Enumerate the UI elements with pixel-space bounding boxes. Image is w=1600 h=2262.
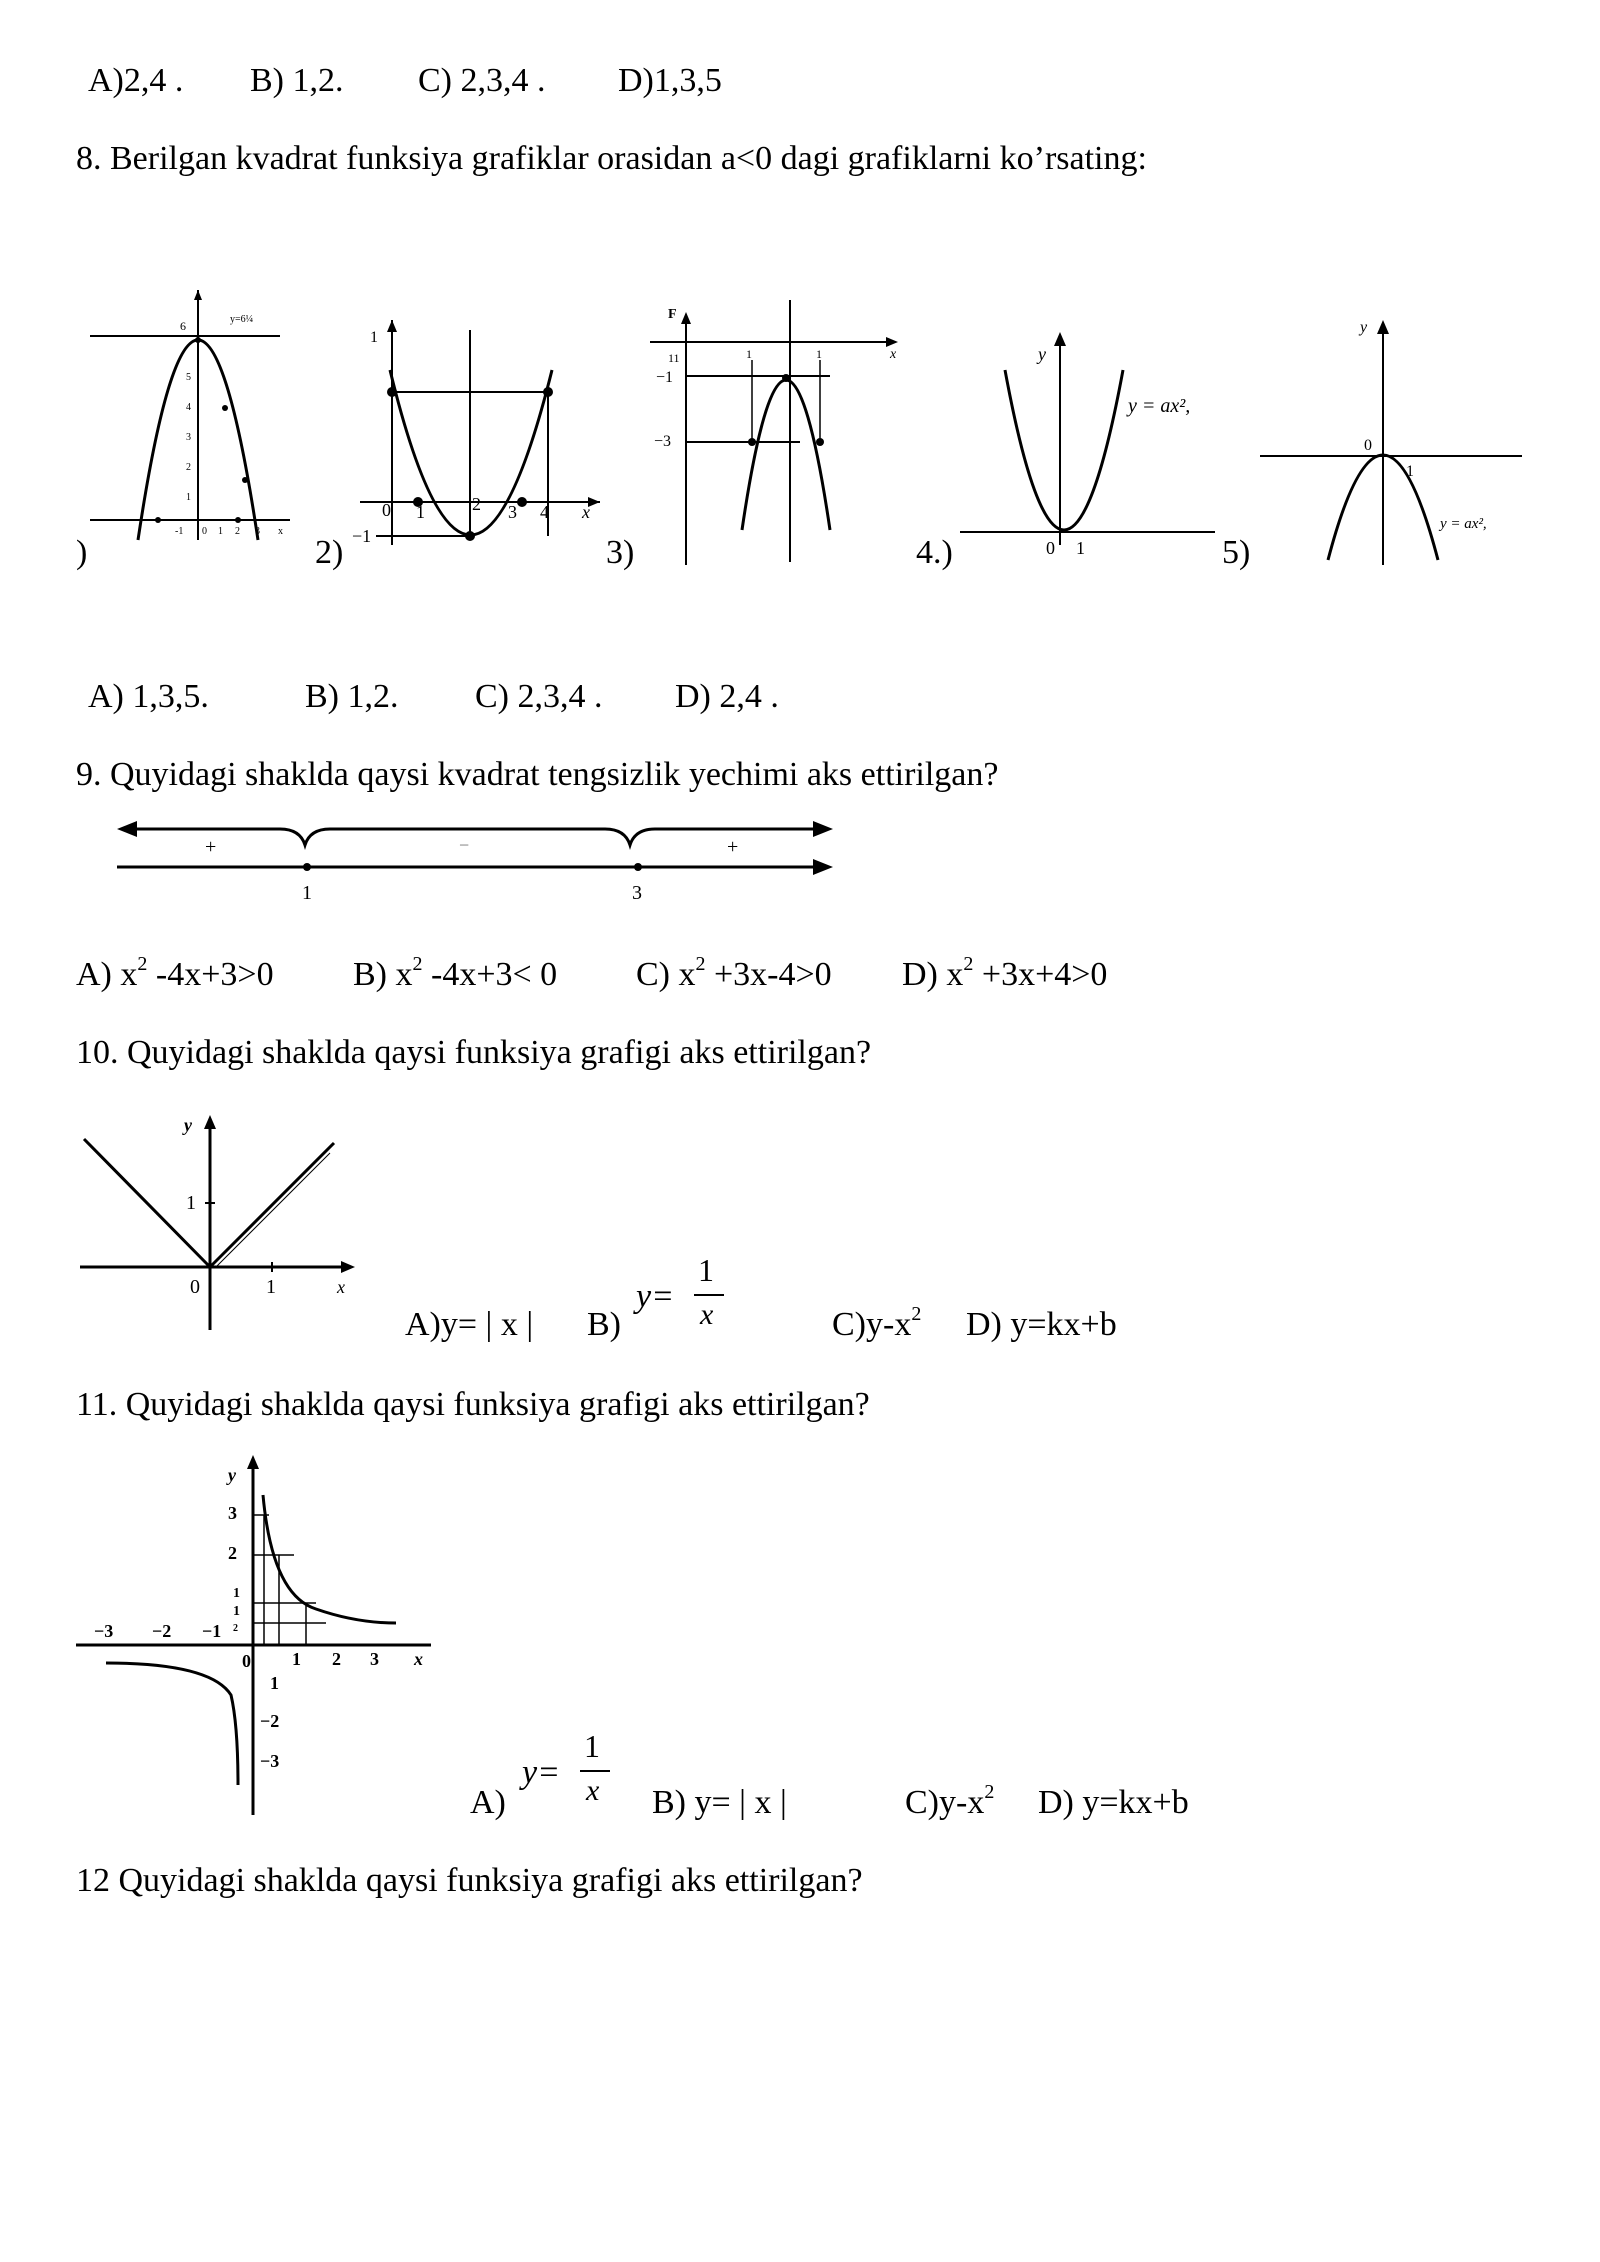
q9-sign-3: + [727, 836, 739, 858]
svg-text:1: 1 [370, 329, 378, 346]
svg-text:2: 2 [332, 1649, 341, 1669]
svg-text:y: y [1360, 319, 1368, 336]
svg-text:−1: −1 [352, 526, 372, 546]
q10-y-label: y [184, 1115, 192, 1135]
q11-option-b: B) y= | x | [652, 1784, 787, 1821]
q7-option-c: C) 2,3,4 . [418, 62, 546, 99]
svg-text:3: 3 [186, 432, 191, 443]
q11-graph [76, 1455, 456, 1815]
q8-graph-label-1: ) [76, 534, 88, 571]
q8-graph-5 [1260, 310, 1530, 570]
q9-sign-2: − [459, 835, 470, 855]
q11-option-a-label: A) [470, 1784, 506, 1821]
svg-text:1: 1 [270, 1673, 279, 1693]
q10-option-d: D) y=kx+b [966, 1306, 1117, 1343]
q8-option-b: B) 1,2. [305, 678, 399, 715]
svg-text:0: 0 [382, 500, 391, 520]
svg-text:−1: −1 [656, 369, 674, 386]
svg-text:1: 1 [746, 347, 752, 361]
svg-text:−3: −3 [94, 1621, 114, 1641]
svg-text:y: y [228, 1465, 236, 1485]
svg-text:1: 1 [416, 502, 425, 522]
svg-text:0: 0 [1364, 437, 1372, 454]
svg-text:−1: −1 [202, 1621, 222, 1641]
svg-text:−2: −2 [152, 1621, 172, 1641]
svg-text:3: 3 [370, 1649, 379, 1669]
svg-text:0: 0 [202, 526, 207, 537]
q9-point-3: 3 [632, 882, 642, 904]
q10-y1-label: 1 [186, 1192, 196, 1214]
q9-point-1: 1 [302, 882, 312, 904]
svg-text:1: 1 [233, 1604, 240, 1619]
q8-graph-1 [90, 290, 310, 550]
q11-option-c: $C)y-x^2$ [905, 1781, 995, 1821]
svg-text:1: 1 [186, 492, 191, 503]
svg-text:0: 0 [242, 1651, 251, 1671]
q8-graph-2 [352, 320, 620, 570]
q10-graph [80, 1115, 360, 1335]
svg-text:1: 1 [1076, 538, 1085, 558]
svg-text:x: x [278, 526, 283, 537]
q9-option-c: C) $x^2 +3x-4>0$ [636, 953, 832, 993]
q10-option-c: $C)y-x^2$ [832, 1303, 922, 1343]
q9-sign-1: + [205, 836, 217, 858]
q10-x1-label: 1 [266, 1276, 276, 1298]
q8-question: 8. Berilgan kvadrat funksiya grafiklar orasidan a<0 dagi grafiklarni ko’rsating: [76, 140, 1147, 177]
svg-text:2: 2 [228, 1543, 237, 1563]
svg-text:2: 2 [186, 462, 191, 473]
q8-graph-label-3: 3) [606, 534, 635, 571]
svg-text:x: x [582, 502, 590, 522]
q10-x-label: x [337, 1277, 345, 1297]
svg-text:3: 3 [255, 526, 260, 537]
svg-text:5: 5 [186, 372, 191, 383]
q8-graph-3 [650, 300, 910, 570]
q11-question: 11. Quyidagi shaklda qaysi funksiya grafigi aks ettirilgan? [76, 1386, 870, 1423]
q9-number-line [115, 815, 835, 915]
q9-question: 9. Quyidagi shaklda qaysi kvadrat tengsizlik yechimi aks ettirilgan? [76, 756, 999, 793]
svg-text:4: 4 [186, 402, 191, 413]
q8-option-d: D) 2,4 . [675, 678, 779, 715]
svg-text:3: 3 [228, 1503, 237, 1523]
svg-text:2: 2 [233, 1623, 238, 1634]
svg-text:2: 2 [235, 526, 240, 537]
q8-option-c: C) 2,3,4 . [475, 678, 603, 715]
q10-option-a: A)y= | x | [405, 1306, 534, 1343]
svg-text:1: 1 [816, 347, 822, 361]
svg-text:x: x [890, 347, 897, 362]
svg-text:F: F [668, 307, 677, 322]
svg-text:3: 3 [508, 502, 517, 522]
q8-graph-label-4: 4.) [916, 534, 953, 571]
svg-text:1: 1 [1406, 463, 1414, 480]
svg-text:y: y [1038, 344, 1046, 364]
q10-origin-label: 0 [190, 1276, 200, 1298]
q11-option-d: D) y=kx+b [1038, 1784, 1189, 1821]
svg-text:6: 6 [180, 319, 186, 333]
svg-text:-1: -1 [175, 526, 184, 537]
q10-question: 10. Quyidagi shaklda qaysi funksiya grafigi aks ettirilgan? [76, 1034, 872, 1071]
svg-text:1: 1 [292, 1649, 301, 1669]
svg-text:4: 4 [540, 502, 549, 522]
q8-graph-1-formula: y=6¼ [230, 314, 254, 325]
q8-graph-label-5: 5) [1222, 534, 1251, 571]
q8-graph-4-formula: y = ax², [1128, 395, 1191, 417]
q9-option-b: B) $x^2$ -4x+3< 0 [353, 953, 558, 993]
q7-option-a: A)2,4 . [88, 62, 184, 99]
svg-text:x: x [414, 1649, 423, 1669]
svg-text:−3: −3 [260, 1751, 280, 1771]
svg-text:1: 1 [218, 526, 223, 537]
q9-option-d: D) $x^2 +3x+4>0$ [902, 953, 1108, 993]
q7-option-b: B) 1,2. [250, 62, 344, 99]
svg-text:2: 2 [472, 494, 481, 514]
q8-graph-5-formula: y = ax², [1440, 516, 1487, 532]
svg-text:0: 0 [1046, 538, 1055, 558]
svg-text:1: 1 [233, 1586, 240, 1601]
q12-question: 12 Quyidagi shaklda qaysi funksiya grafigi aks ettirilgan? [76, 1862, 863, 1899]
q7-option-d: D)1,3,5 [618, 62, 722, 99]
q10-option-b-label: B) [587, 1306, 621, 1343]
q8-option-a: A) 1,3,5. [88, 678, 209, 715]
svg-text:−2: −2 [260, 1711, 280, 1731]
svg-text:11: 11 [668, 351, 680, 365]
q9-option-a: A) $x^2$ -4x+3>0 [76, 953, 274, 993]
q8-graph-4 [960, 320, 1200, 560]
q8-graph-label-2: 2) [315, 534, 344, 571]
svg-text:−3: −3 [654, 433, 672, 450]
